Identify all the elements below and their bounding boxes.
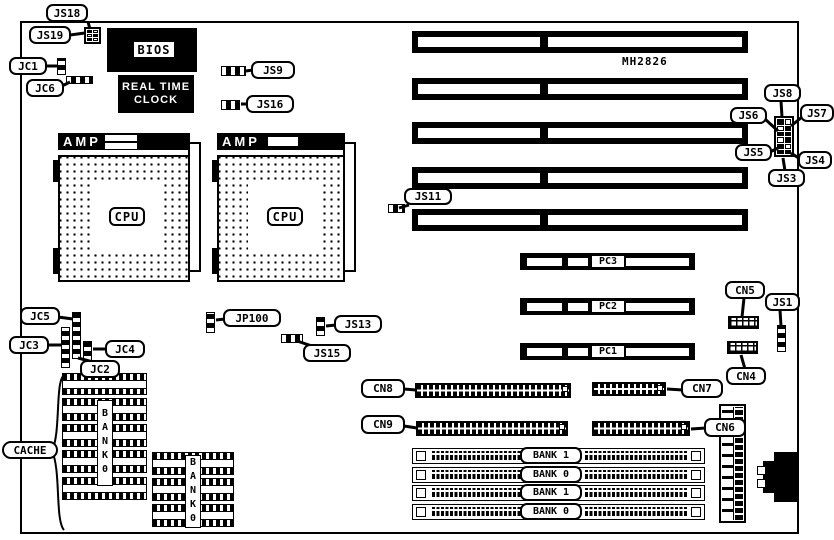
jumper-block-js3-js8 bbox=[774, 116, 794, 157]
callout-cn6: CN6 bbox=[704, 418, 746, 437]
callout-js16: JS16 bbox=[246, 95, 294, 113]
keyboard-connector bbox=[774, 452, 798, 502]
connector-cn5 bbox=[728, 316, 759, 329]
jumper-jc1 bbox=[57, 58, 66, 75]
callout-js1: JS1 bbox=[765, 293, 800, 311]
callout-js13: JS13 bbox=[334, 315, 382, 333]
socket1-amp-label: AMP bbox=[63, 134, 101, 149]
simm-label-4: BANK 0 bbox=[520, 503, 582, 520]
callout-jc4: JC4 bbox=[105, 340, 145, 358]
jumper-js16 bbox=[221, 100, 240, 110]
callout-js19: JS19 bbox=[29, 26, 71, 44]
header-jc6 bbox=[66, 76, 93, 84]
callout-cn4: CN4 bbox=[726, 367, 766, 385]
bios-label: BIOS bbox=[133, 41, 175, 58]
isa-slot-2 bbox=[412, 78, 748, 100]
callout-jc1: JC1 bbox=[9, 57, 47, 75]
jumper-js15 bbox=[281, 334, 303, 343]
isa-slot-4 bbox=[412, 167, 748, 189]
jumper-js13 bbox=[316, 317, 325, 336]
rtc-line1: REAL TIME bbox=[121, 81, 191, 93]
callout-js11: JS11 bbox=[404, 188, 452, 205]
connector-cn7 bbox=[592, 382, 666, 396]
socket2-amp-mark1 bbox=[268, 137, 298, 146]
keyboard-connector-notch1 bbox=[757, 466, 766, 475]
callout-cache: CACHE bbox=[2, 441, 58, 459]
socket1-amp-mark2 bbox=[105, 143, 137, 149]
pci-label-pc1: PC1 bbox=[590, 344, 626, 359]
connector-cn4 bbox=[727, 341, 758, 354]
callout-cn8: CN8 bbox=[361, 379, 405, 398]
jumper-jp100 bbox=[206, 312, 215, 333]
callout-js5: JS5 bbox=[735, 144, 772, 161]
connector-cn8 bbox=[415, 383, 571, 398]
isa-slot-1 bbox=[412, 31, 748, 53]
rtc-line2: CLOCK bbox=[133, 94, 179, 106]
callout-cn5: CN5 bbox=[725, 281, 765, 299]
header-jc4 bbox=[83, 341, 92, 361]
board-model-text: MH2826 bbox=[622, 55, 668, 68]
callout-cn7: CN7 bbox=[681, 379, 723, 398]
pci-label-pc3: PC3 bbox=[590, 254, 626, 269]
callout-js18: JS18 bbox=[46, 4, 88, 22]
keyboard-connector-notch2 bbox=[757, 479, 766, 488]
isa-slot-3 bbox=[412, 122, 748, 144]
connector-cn9 bbox=[416, 421, 568, 436]
callout-jc3: JC3 bbox=[9, 336, 49, 354]
header-jc5 bbox=[72, 312, 81, 359]
callout-js7: JS7 bbox=[800, 104, 834, 122]
connector-cn6-horizontal bbox=[592, 421, 690, 436]
jumper-js11 bbox=[388, 204, 405, 213]
cache-bank0-label-right: BANK0 bbox=[185, 455, 201, 528]
simm-label-2: BANK 0 bbox=[520, 466, 582, 483]
cpu2-label: CPU bbox=[267, 207, 303, 226]
callout-js3: JS3 bbox=[768, 169, 805, 187]
callout-jc5: JC5 bbox=[20, 307, 60, 325]
callout-jp100: JP100 bbox=[223, 309, 281, 327]
callout-js8: JS8 bbox=[764, 84, 801, 102]
callout-js9: JS9 bbox=[251, 61, 295, 79]
simm-label-3: BANK 1 bbox=[520, 484, 582, 501]
callout-jc6: JC6 bbox=[26, 79, 64, 97]
callout-cn9: CN9 bbox=[361, 415, 405, 434]
jumper-block-js18-js19 bbox=[84, 27, 101, 44]
jumper-js1 bbox=[777, 325, 786, 352]
cache-bank0-label-left: BANK0 bbox=[97, 400, 113, 486]
socket2-amp-label: AMP bbox=[222, 134, 260, 149]
jumper-js9 bbox=[221, 66, 246, 76]
isa-slot-5 bbox=[412, 209, 748, 231]
callout-js4: JS4 bbox=[798, 151, 832, 169]
pci-label-pc2: PC2 bbox=[590, 299, 626, 314]
simm-label-1: BANK 1 bbox=[520, 447, 582, 464]
callout-js6: JS6 bbox=[730, 107, 767, 124]
rtc-chip bbox=[118, 75, 194, 113]
header-jc3 bbox=[61, 327, 70, 368]
socket1-amp-mark1 bbox=[105, 135, 137, 141]
callout-js15: JS15 bbox=[303, 344, 351, 362]
cpu1-label: CPU bbox=[109, 207, 145, 226]
callout-jc2: JC2 bbox=[80, 360, 120, 378]
